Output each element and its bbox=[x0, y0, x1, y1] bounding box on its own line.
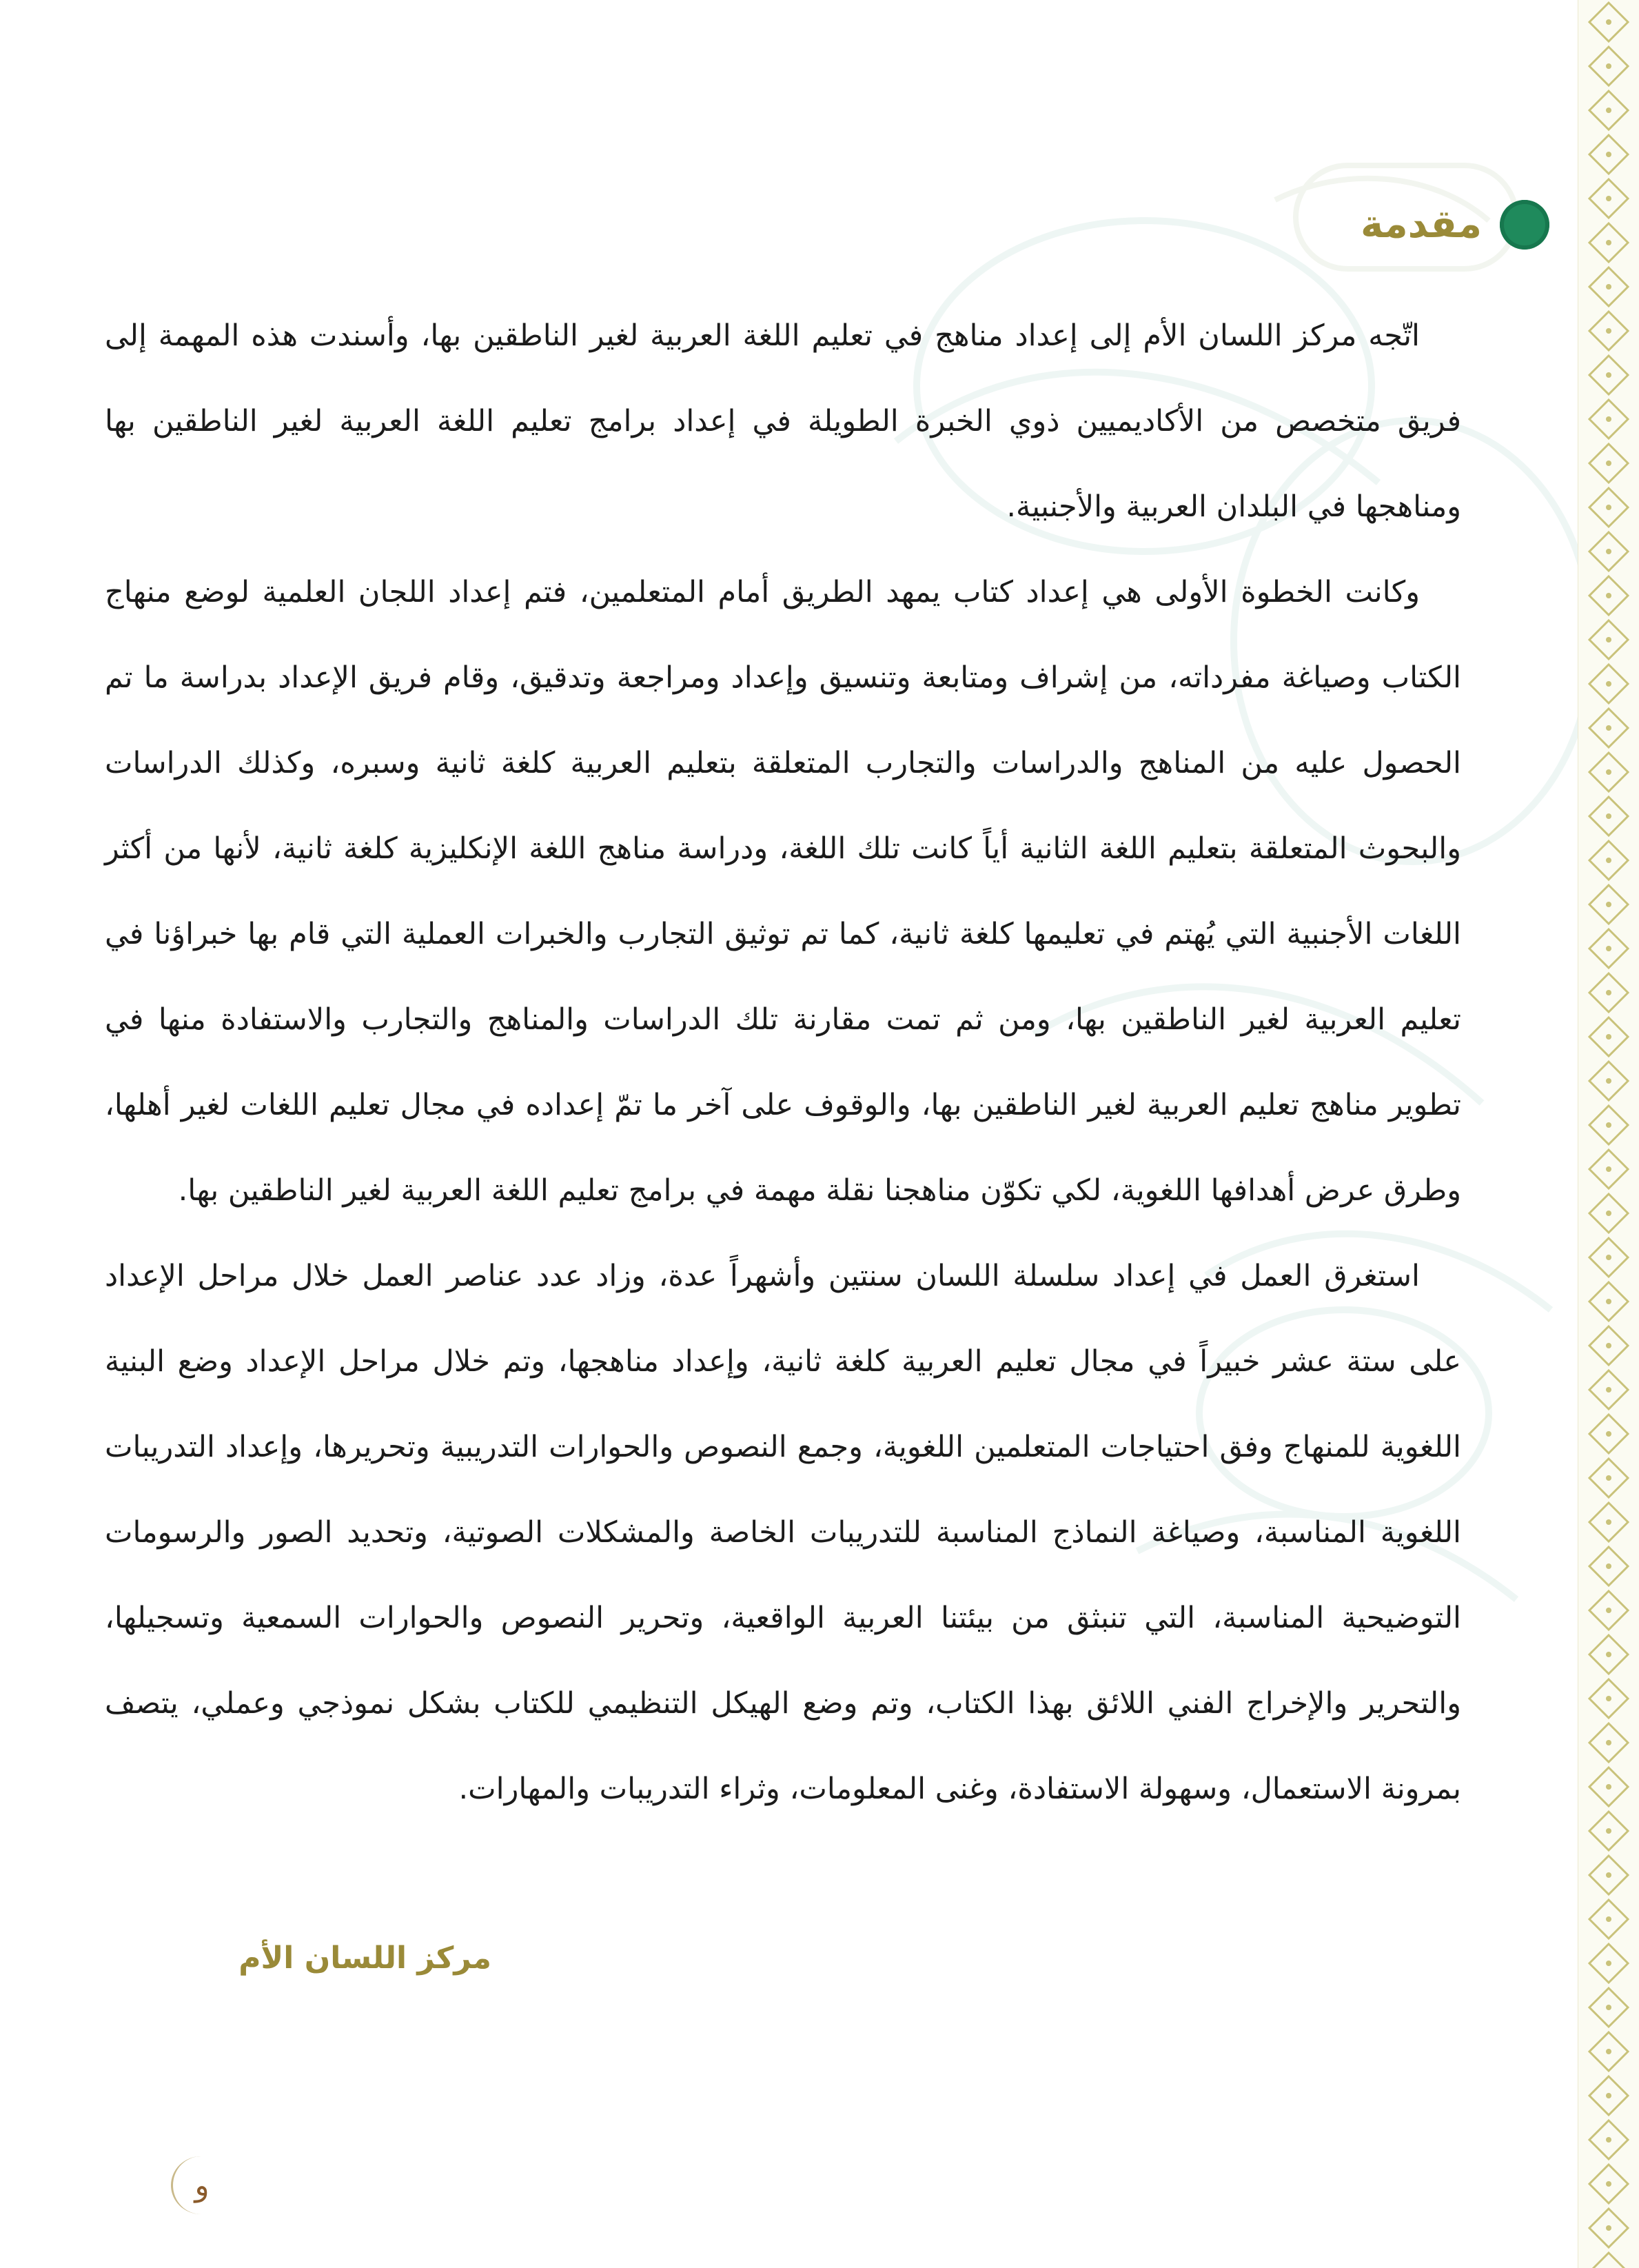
paragraph-3: استغرق العمل في إعداد سلسلة اللسان سنتين وأشهراً عدة، وزاد عدد عناصر العمل خلال مراحل الإعداد على ستة عشر خبيراً في مجال تعليم العربية كلغة ثانية، وإعداد مناهجها، وتم خلال مراحل الإعداد وضع البنية اللغوية للمنهاج وفق احتياجات المتعلمين اللغوية، وجمع النصوص والحوارات التدريبية وتحريرها، وإعداد التدريبات اللغوية المناسبة، وصياغة النماذج المناسبة للتدريبات الخاصة والمشكلات الصوتية، وتحديد الصور والرسومات التوضيحية المناسبة، التي تنبثق من بيئتنا العربية الواقعية، وتحرير النصوص والحوارات السمعية وتسجيلها، والتحرير والإخراج الفني اللائق بهذا الكتاب، وتم وضع الهيكل التنظيمي للكتاب بشكل نموذجي وعملي، يتصف بمرونة الاستعمال، وسهولة الاستفادة، وغنى المعلومات، وثراء التدريبات والمهارات. bbox=[105, 1259, 1461, 1806]
signature: مركز اللسان الأم bbox=[238, 1941, 491, 1976]
page-number: و bbox=[171, 2156, 231, 2214]
decorative-border bbox=[1578, 0, 1639, 2268]
section-header bbox=[1361, 200, 1549, 250]
section-title: مقدمة bbox=[1361, 202, 1482, 247]
intro-body bbox=[105, 293, 1461, 1832]
paragraph-1: اتّجه مركز اللسان الأم إلى إعداد مناهج في تعليم اللغة العربية لغير الناطقين بها، وأسندت هذه المهمة إلى فريق متخصص من الأكاديميين ذوي الخبرة الطويلة في إعداد برامج تعليم اللغة العربية لغير الناطقين بها ومناهجها في البلدان العربية والأجنبية. bbox=[105, 318, 1461, 524]
green-circle-bullet-icon bbox=[1500, 200, 1549, 250]
paragraph-2: وكانت الخطوة الأولى هي إعداد كتاب يمهد الطريق أمام المتعلمين، فتم إعداد اللجان العلمية لوضع منهاج الكتاب وصياغة مفرداته، من إشراف ومتابعة وتنسيق وإعداد ومراجعة وتدقيق، وقام فريق الإعداد بدراسة ما تم الحصول عليه من المناهج والدراسات والتجارب المتعلقة بتعليم العربية كلغة ثانية وسبره، وكذلك الدراسات والبحوث المتعلقة بتعليم اللغة الثانية أياً كانت تلك اللغة، ودراسة مناهج اللغة الإنكليزية كلغة ثانية، لأنها من أكثر اللغات الأجنبية التي يُهتم في تعليمها كلغة ثانية، كما تم توثيق التجارب والخبرات العملية التي قام بها خبراؤنا في تعليم العربية لغير الناطقين بها، ومن ثم تمت مقارنة تلك الدراسات والمناهج والتجارب والاستفادة منها في تطوير مناهج تعليم العربية لغير الناطقين بها، والوقوف على آخر ما تمّ إعداده في مجال تعليم اللغات لغير أهلها، وطرق عرض أهدافها اللغوية، لكي تكوّن مناهجنا نقلة مهمة في برامج تعليم اللغة العربية لغير الناطقين بها. bbox=[105, 575, 1461, 1208]
